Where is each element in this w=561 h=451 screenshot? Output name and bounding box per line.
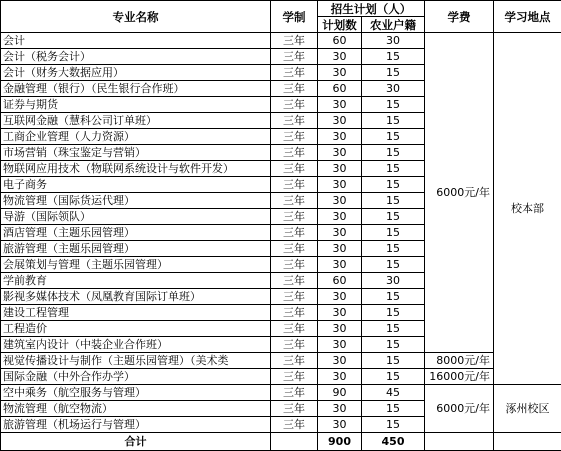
- plan-count: 30: [318, 257, 362, 273]
- plan-count: 30: [318, 401, 362, 417]
- plan-count: 30: [318, 225, 362, 241]
- table-row: [1, 385, 561, 401]
- plan-count: 30: [318, 113, 362, 129]
- duration: 三年: [271, 321, 318, 337]
- header-plan-count: 计划数: [318, 17, 362, 33]
- major-name: 建设工程管理: [1, 305, 271, 321]
- agri-count: 30: [362, 81, 425, 97]
- plan-count: 60: [318, 33, 362, 49]
- agri-count: 15: [362, 289, 425, 305]
- plan-count: 30: [318, 369, 362, 385]
- plan-count: 30: [318, 177, 362, 193]
- duration: 三年: [271, 225, 318, 241]
- plan-count: 30: [318, 353, 362, 369]
- total-label: 合计: [1, 433, 271, 451]
- agri-count: 15: [362, 113, 425, 129]
- agri-count: 15: [362, 305, 425, 321]
- major-name: 物流管理（航空物流）: [1, 401, 271, 417]
- agri-count: 30: [362, 273, 425, 289]
- table-row: [1, 353, 561, 369]
- plan-count: 30: [318, 193, 362, 209]
- duration: 三年: [271, 385, 318, 401]
- major-name: 会计（财务大数据应用）: [1, 65, 271, 81]
- duration: 三年: [271, 241, 318, 257]
- plan-count: 30: [318, 337, 362, 353]
- plan-count: 30: [318, 321, 362, 337]
- header-plan-group: 招生计划（人）: [318, 1, 425, 17]
- duration: 三年: [271, 145, 318, 161]
- agri-count: 30: [362, 33, 425, 49]
- plan-count: 30: [318, 305, 362, 321]
- duration: 三年: [271, 273, 318, 289]
- duration: 三年: [271, 81, 318, 97]
- fee-main: 6000元/年: [425, 33, 494, 353]
- major-name: 空中乘务（航空服务与管理）: [1, 385, 271, 401]
- major-name: 视觉传播设计与制作（主题乐园管理）（美术类: [1, 353, 271, 369]
- major-name: 证券与期货: [1, 97, 271, 113]
- major-name: 酒店管理（主题乐园管理）: [1, 225, 271, 241]
- agri-count: 15: [362, 257, 425, 273]
- major-name: 导游（国际领队）: [1, 209, 271, 225]
- agri-count: 15: [362, 369, 425, 385]
- major-name: 会展策划与管理（主题乐园管理）: [1, 257, 271, 273]
- major-name: 金融管理（银行）（民生银行合作班）: [1, 81, 271, 97]
- header-duration: 学制: [271, 1, 318, 33]
- agri-count: 15: [362, 401, 425, 417]
- major-name: 旅游管理（机场运行与管理）: [1, 417, 271, 433]
- major-name: 国际金融（中外合作办学）: [1, 369, 271, 385]
- duration: 三年: [271, 417, 318, 433]
- header-location: 学习地点: [494, 1, 561, 33]
- agri-count: 45: [362, 385, 425, 401]
- agri-count: 15: [362, 65, 425, 81]
- major-name: 学前教育: [1, 273, 271, 289]
- major-name: 旅游管理（主题乐园管理）: [1, 241, 271, 257]
- agri-count: 15: [362, 161, 425, 177]
- header-fee: 学费: [425, 1, 494, 33]
- duration: 三年: [271, 113, 318, 129]
- total-agri: 450: [362, 433, 425, 451]
- duration: 三年: [271, 305, 318, 321]
- total-fee: [425, 433, 494, 451]
- total-location: [494, 433, 561, 451]
- duration: 三年: [271, 177, 318, 193]
- agri-count: 15: [362, 337, 425, 353]
- plan-count: 30: [318, 129, 362, 145]
- major-name: 会计（税务会计）: [1, 49, 271, 65]
- agri-count: 15: [362, 177, 425, 193]
- plan-count: 30: [318, 417, 362, 433]
- fee-zhuozhou: 6000元/年: [425, 385, 494, 433]
- major-name: 工程造价: [1, 321, 271, 337]
- agri-count: 15: [362, 225, 425, 241]
- major-name: 影视多媒体技术（凤凰教育国际订单班）: [1, 289, 271, 305]
- duration: 三年: [271, 337, 318, 353]
- agri-count: 15: [362, 321, 425, 337]
- duration: 三年: [271, 193, 318, 209]
- major-name: 物联网应用技术（物联网系统设计与软件开发）: [1, 161, 271, 177]
- total-duration: [271, 433, 318, 451]
- agri-count: 15: [362, 209, 425, 225]
- duration: 三年: [271, 129, 318, 145]
- header-major: 专业名称: [1, 1, 271, 33]
- major-name: 电子商务: [1, 177, 271, 193]
- header-agri-count: 农业户籍: [362, 17, 425, 33]
- fee-visual: 8000元/年: [425, 353, 494, 369]
- plan-count: 30: [318, 209, 362, 225]
- table-row: [1, 33, 561, 49]
- duration: 三年: [271, 209, 318, 225]
- agri-count: 15: [362, 129, 425, 145]
- agri-count: 15: [362, 353, 425, 369]
- duration: 三年: [271, 161, 318, 177]
- plan-count: 30: [318, 65, 362, 81]
- agri-count: 15: [362, 97, 425, 113]
- agri-count: 15: [362, 193, 425, 209]
- duration: 三年: [271, 289, 318, 305]
- total-row: [1, 433, 561, 451]
- plan-count: 30: [318, 161, 362, 177]
- plan-count: 30: [318, 97, 362, 113]
- table-row: [1, 369, 561, 385]
- major-name: 建筑室内设计（中装企业合作班）: [1, 337, 271, 353]
- duration: 三年: [271, 369, 318, 385]
- duration: 三年: [271, 33, 318, 49]
- plan-count: 30: [318, 49, 362, 65]
- location-zhuozhou: 涿州校区: [494, 385, 561, 433]
- plan-count: 30: [318, 145, 362, 161]
- agri-count: 15: [362, 417, 425, 433]
- plan-count: 30: [318, 289, 362, 305]
- major-name: 物流管理（国际货运代理）: [1, 193, 271, 209]
- major-name: 互联网金融（慧科公司订单班）: [1, 113, 271, 129]
- plan-count: 60: [318, 81, 362, 97]
- major-name: 会计: [1, 33, 271, 49]
- major-name: 市场营销（珠宝鉴定与营销）: [1, 145, 271, 161]
- plan-count: 30: [318, 241, 362, 257]
- duration: 三年: [271, 257, 318, 273]
- duration: 三年: [271, 353, 318, 369]
- agri-count: 15: [362, 49, 425, 65]
- fee-intl: 16000元/年: [425, 369, 494, 385]
- duration: 三年: [271, 401, 318, 417]
- duration: 三年: [271, 49, 318, 65]
- duration: 三年: [271, 97, 318, 113]
- major-name: 工商企业管理（人力资源）: [1, 129, 271, 145]
- plan-count: 60: [318, 273, 362, 289]
- agri-count: 15: [362, 241, 425, 257]
- duration: 三年: [271, 65, 318, 81]
- total-plan: 900: [318, 433, 362, 451]
- plan-count: 90: [318, 385, 362, 401]
- agri-count: 15: [362, 145, 425, 161]
- location-main: 校本部: [494, 33, 561, 385]
